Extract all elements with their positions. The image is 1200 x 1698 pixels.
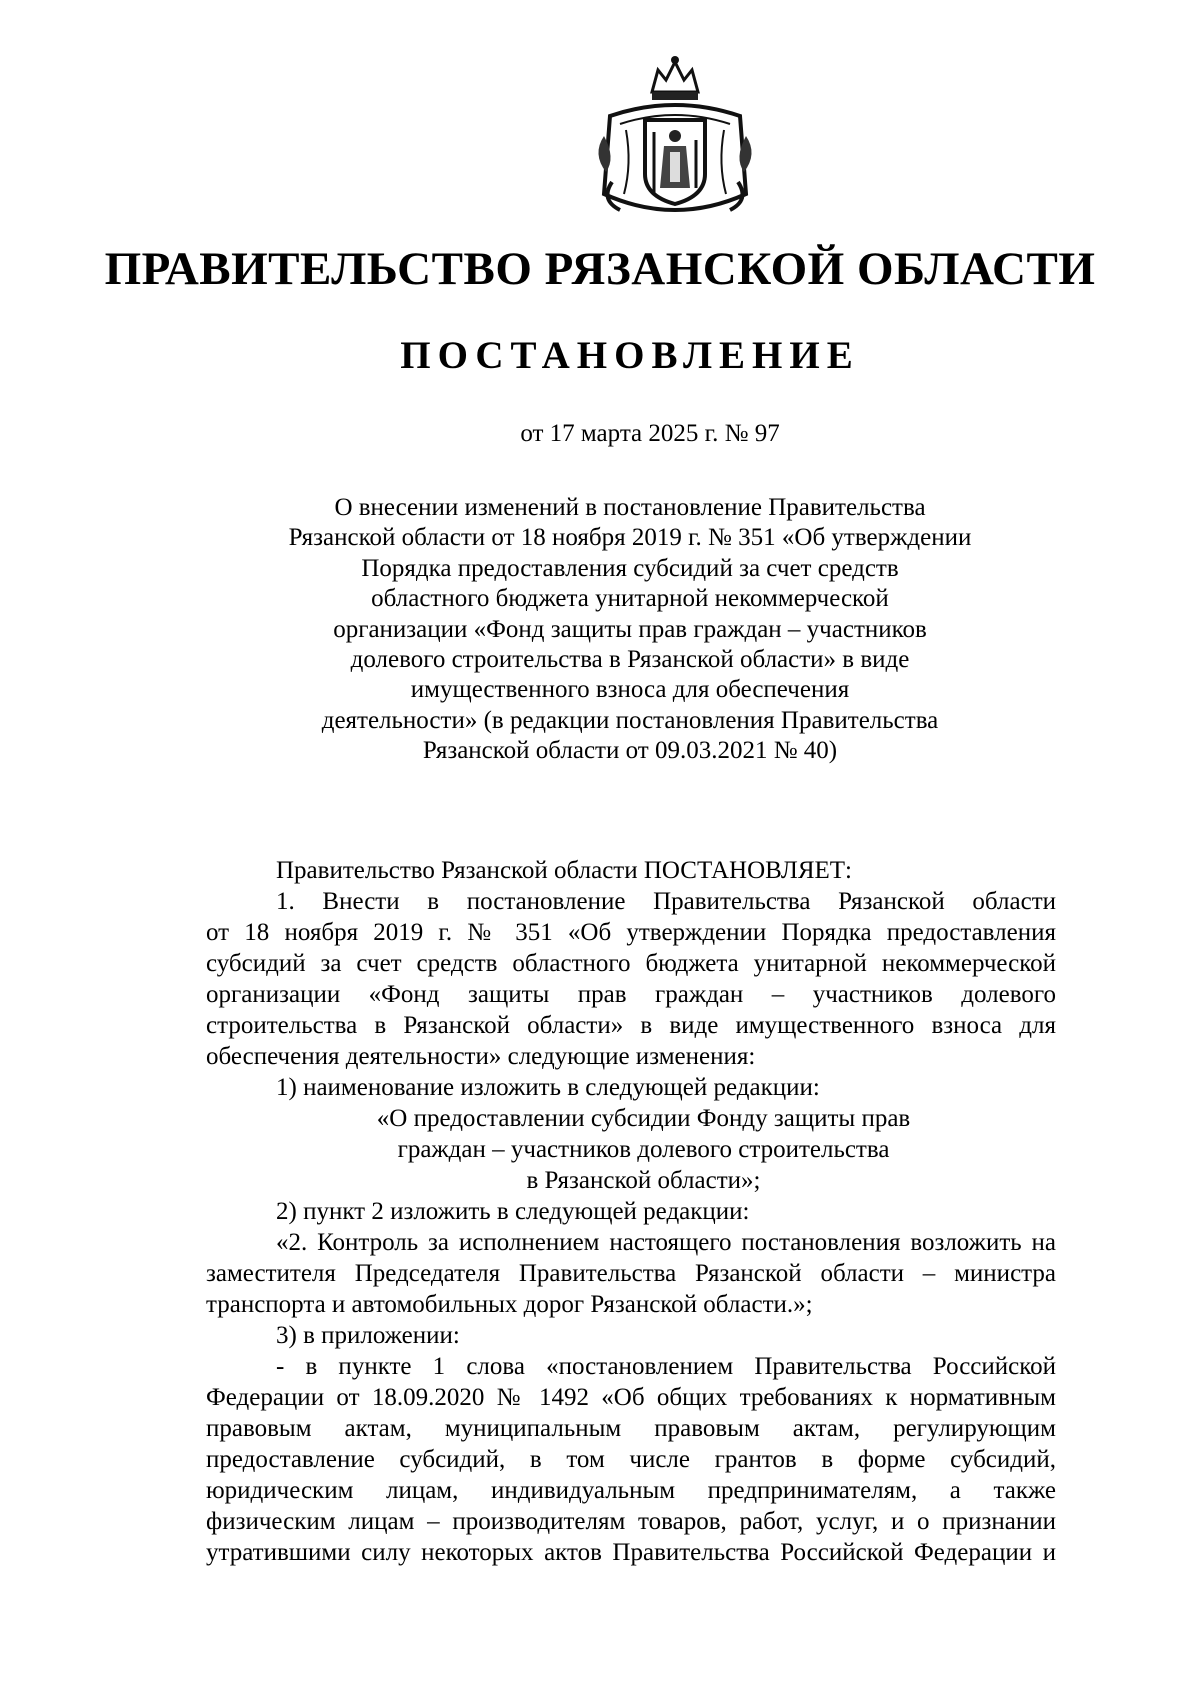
subject-line: деятельности» (в редакции постановления Правительства: [321, 706, 939, 734]
coat-of-arms-emblem: [590, 54, 760, 226]
item3-line: утратившими силу некоторых актов Правительства Российской Федерации и: [206, 1539, 1056, 1566]
quote1-line: в Рязанской области»;: [526, 1167, 761, 1194]
item3-line: физическим лицам – производителям товаров, работ, услуг, и о признании: [206, 1508, 1056, 1535]
document-body: [206, 855, 1056, 1568]
item1-line: от 18 ноября 2019 г. № 351 «Об утверждении Порядка предоставления: [206, 919, 1056, 946]
decree-statement: Правительство Рязанской области ПОСТАНОВЛЯЕТ:: [276, 857, 852, 884]
item3-line: Федерации от 18.09.2020 № 1492 «Об общих требованиях к нормативным: [206, 1384, 1056, 1411]
organization-title: ПРАВИТЕЛЬСТВО РЯЗАНСКОЙ ОБЛАСТИ: [104, 243, 1096, 295]
subject-line: О внесении изменений в постановление Правительства: [334, 494, 926, 521]
item3-line: юридическим лицам, индивидуальным предпринимателям, а также: [206, 1477, 1056, 1504]
item1-line: 1. Внести в постановление Правительства Рязанской области: [276, 888, 1056, 915]
item2-line: «2. Контроль за исполнением настоящего постановления возложить на: [276, 1229, 1056, 1256]
item2-line: заместителя Председателя Правительства Рязанской области – министра: [206, 1260, 1056, 1287]
item1-line: организации «Фонд защиты прав граждан – участников долевого: [206, 981, 1056, 1008]
subject-line: Рязанской области от 09.03.2021 № 40): [422, 737, 838, 765]
subject-line: областного бюджета унитарной некоммерческой: [371, 585, 889, 613]
item1-line: строительства в Рязанской области» в виде имущественного взноса для: [206, 1012, 1056, 1039]
item3-line: - в пункте 1 слова «постановлением Правительства Российской: [276, 1353, 1056, 1380]
subitem-2: 2) пункт 2 изложить в следующей редакции:: [276, 1198, 750, 1225]
item1-line: субсидий за счет средств областного бюджета унитарной некоммерческой: [206, 950, 1056, 977]
document-subject: [230, 493, 1030, 767]
subitem-1: 1) наименование изложить в следующей редакции:: [276, 1074, 820, 1101]
quote1-line: «О предоставлении субсидии Фонду защиты прав: [376, 1105, 911, 1132]
subject-line: организации «Фонд защиты прав граждан – участников: [333, 615, 927, 643]
subitem-3: 3) в приложении:: [276, 1322, 460, 1349]
document-type: ПОСТАНОВЛЕНИЕ: [400, 334, 860, 377]
item3-line: правовым актам, муниципальным правовым актам, регулирующим: [206, 1415, 1056, 1442]
item1-line: обеспечения деятельности» следующие изменения:: [206, 1043, 756, 1070]
item2-line: транспорта и автомобильных дорог Рязанской области.»;: [206, 1291, 813, 1318]
subject-line: имущественного взноса для обеспечения: [410, 676, 850, 704]
item3-line: предоставление субсидий, в том числе грантов в форме субсидий,: [206, 1446, 1056, 1473]
subject-line: Рязанской области от 18 ноября 2019 г. № 351 «Об утверждении: [288, 524, 972, 552]
subject-line: долевого строительства в Рязанской области» в виде: [350, 646, 910, 674]
quote1-line: граждан – участников долевого строительства: [397, 1136, 890, 1163]
subject-line: Порядка предоставления субсидий за счет средств: [361, 554, 899, 582]
document-date-number: от 17 марта 2025 г. № 97: [520, 420, 780, 447]
